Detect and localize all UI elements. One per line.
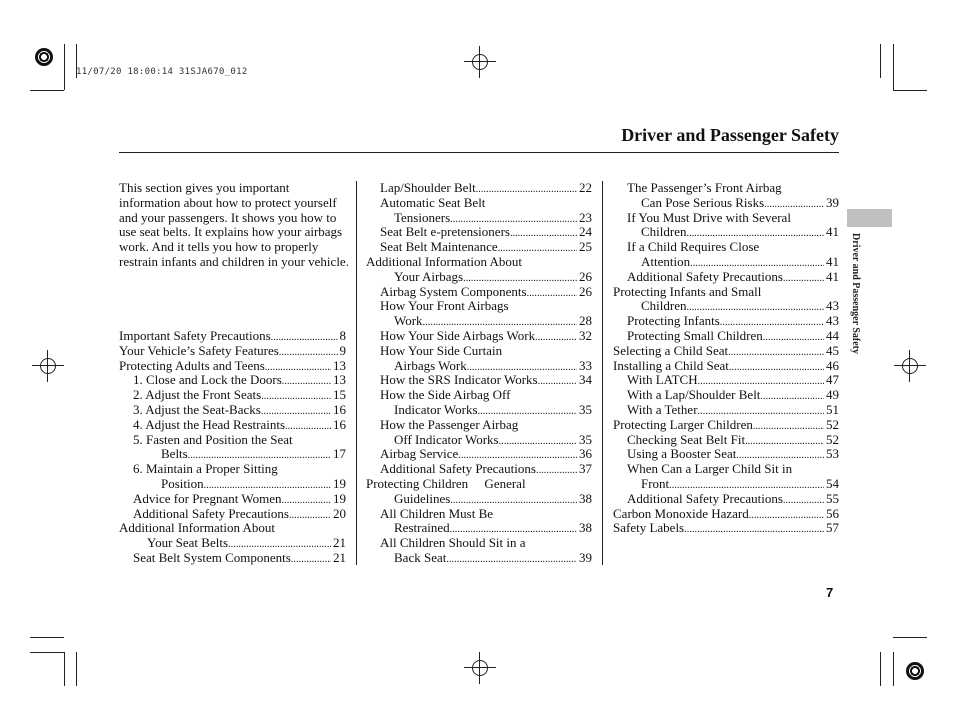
toc-entry[interactable] — [366, 418, 592, 433]
toc-entry-title: Protecting Small Children — [627, 327, 763, 343]
toc-entry[interactable] — [366, 521, 592, 536]
toc-entry-title: 3. Adjust the Seat-Backs — [133, 401, 261, 417]
toc-entry-page: 28 — [579, 313, 592, 329]
toc-entry-page: 24 — [579, 224, 592, 240]
toc-leader-dots — [446, 551, 577, 566]
toc-entry-page: 38 — [579, 520, 592, 536]
toc-leader-dots — [510, 225, 577, 240]
toc-entry[interactable] — [119, 507, 346, 522]
toc-entry[interactable] — [119, 403, 346, 418]
title-rule — [119, 152, 839, 153]
toc-entry-title: Important Safety Precautions — [119, 328, 271, 343]
crop-mark — [76, 652, 77, 686]
toc-entry[interactable] — [119, 521, 346, 536]
toc-entry-page: 39 — [579, 549, 592, 565]
registration-star-icon — [906, 662, 924, 680]
toc-entry-title: Additional Safety Precautions — [627, 268, 783, 284]
crop-mark — [30, 652, 64, 653]
toc-entry-title: How the SRS Indicator Works — [380, 372, 538, 388]
toc-entry-title: How the Side Airbag Off — [380, 387, 511, 403]
toc-entry-title: Advice for Pregnant Women — [133, 490, 282, 506]
toc-entry[interactable] — [613, 270, 839, 285]
toc-entry-page: 15 — [333, 387, 346, 403]
toc-entry[interactable] — [366, 373, 592, 388]
toc-entry[interactable] — [366, 196, 592, 211]
toc-entry-title: Additional Information About — [119, 520, 275, 536]
toc-entry-title: If You Must Drive with Several — [627, 209, 791, 225]
toc-entry[interactable] — [613, 433, 839, 448]
toc-leader-dots — [188, 447, 331, 462]
toc-entry-page: 51 — [826, 401, 839, 417]
toc-column-2 — [366, 181, 592, 566]
toc-leader-dots — [728, 344, 824, 359]
toc-entry-title: Restrained — [394, 520, 450, 536]
toc-entry-title: When Can a Larger Child Sit in — [627, 461, 793, 477]
toc-entry[interactable] — [613, 255, 839, 270]
toc-leader-dots — [729, 359, 824, 374]
registration-target-icon — [466, 654, 494, 682]
toc-leader-dots — [499, 433, 577, 448]
toc-entry[interactable] — [119, 418, 346, 433]
crop-mark — [893, 652, 894, 686]
page-title: Driver and Passenger Safety — [621, 125, 839, 145]
toc-entry[interactable] — [613, 211, 839, 226]
toc-leader-dots — [538, 373, 577, 388]
crop-mark — [30, 90, 64, 91]
toc-entry-title: Your Vehicle’s Safety Features — [119, 342, 279, 358]
toc-entry-title: Protecting Children General — [366, 475, 526, 491]
toc-entry[interactable] — [613, 344, 839, 359]
toc-entry[interactable] — [366, 433, 592, 448]
toc-entry[interactable] — [613, 447, 839, 462]
toc-leader-dots — [291, 551, 331, 566]
toc-entry[interactable] — [119, 492, 346, 507]
toc-entry-title: All Children Must Be — [380, 505, 494, 521]
toc-column-3 — [613, 181, 839, 536]
registration-target-icon — [896, 352, 924, 380]
toc-entry-title: Your Airbags — [394, 268, 464, 284]
toc-entry-page: 43 — [826, 313, 839, 329]
toc-leader-dots — [760, 388, 824, 403]
toc-entry-page: 8 — [339, 328, 346, 343]
toc-entry-title: Installing a Child Seat — [613, 357, 729, 373]
toc-entry[interactable] — [119, 447, 346, 462]
toc-leader-dots — [698, 403, 824, 418]
toc-entry-title: Off Indicator Works — [394, 431, 499, 447]
toc-entry[interactable] — [366, 344, 592, 359]
toc-entry-page: 35 — [579, 401, 592, 417]
toc-leader-dots — [535, 329, 577, 344]
toc-leader-dots — [463, 270, 577, 285]
toc-entry-title: Selecting a Child Seat — [613, 342, 729, 358]
toc-entry[interactable] — [366, 285, 592, 300]
toc-entry[interactable] — [366, 447, 592, 462]
toc-leader-dots — [450, 211, 577, 226]
toc-leader-dots — [289, 507, 331, 522]
toc-entry-title: Guidelines — [394, 490, 451, 506]
toc-entry[interactable] — [366, 551, 592, 566]
toc-entry[interactable] — [119, 551, 346, 566]
toc-leader-dots — [271, 329, 338, 344]
toc-entry-title: Safety Labels — [613, 520, 685, 536]
toc-entry[interactable] — [613, 314, 839, 329]
toc-entry-title: Lap/Shoulder Belt — [380, 180, 476, 195]
toc-entry-page: 49 — [826, 387, 839, 403]
toc-entry-title: Seat Belt Maintenance — [380, 239, 498, 255]
toc-leader-dots — [458, 447, 577, 462]
toc-entry-page: 26 — [579, 268, 592, 284]
toc-entry-title: Children — [641, 298, 687, 314]
toc-entry-title: Airbag System Components — [380, 283, 527, 299]
toc-entry-page: 37 — [579, 461, 592, 477]
toc-entry[interactable] — [119, 359, 346, 374]
toc-entry-title: How the Passenger Airbag — [380, 416, 519, 432]
toc-entry-page: 16 — [333, 416, 346, 432]
toc-entry-title: Children — [641, 224, 687, 240]
crop-mark — [64, 652, 65, 686]
toc-entry-page: 46 — [826, 357, 839, 373]
toc-leader-dots — [536, 462, 577, 477]
toc-entry-title: With a Tether — [627, 401, 698, 417]
toc-leader-dots — [764, 196, 824, 211]
toc-column-1 — [119, 329, 346, 566]
toc-entry-page: 21 — [333, 549, 346, 565]
toc-entry[interactable] — [366, 299, 592, 314]
toc-entry-title: Your Seat Belts — [147, 535, 229, 551]
toc-entry-page: 52 — [826, 416, 839, 432]
crop-mark — [30, 637, 64, 638]
toc-entry-title: Checking Seat Belt Fit — [627, 431, 746, 447]
toc-leader-dots — [282, 492, 331, 507]
toc-entry[interactable] — [613, 521, 839, 536]
toc-leader-dots — [450, 521, 577, 536]
toc-entry-page: 52 — [826, 431, 839, 447]
toc-entry-title: Airbags Work — [394, 357, 467, 373]
toc-entry[interactable] — [366, 225, 592, 240]
toc-leader-dots — [783, 492, 824, 507]
toc-entry-page: 53 — [826, 446, 839, 462]
toc-entry[interactable] — [613, 418, 839, 433]
toc-entry-page: 26 — [579, 283, 592, 299]
toc-entry-title: Work — [394, 313, 423, 329]
toc-leader-dots — [527, 285, 577, 300]
toc-entry[interactable] — [613, 462, 839, 477]
toc-entry-page: 38 — [579, 490, 592, 506]
toc-leader-dots — [228, 536, 331, 551]
toc-leader-dots — [279, 344, 338, 359]
crop-mark — [880, 44, 881, 78]
toc-leader-dots — [265, 359, 331, 374]
toc-entry[interactable] — [119, 373, 346, 388]
toc-entry-title: With a Lap/Shoulder Belt — [627, 387, 761, 403]
toc-entry[interactable] — [119, 477, 346, 492]
toc-entry-page: 41 — [826, 253, 839, 269]
toc-entry-title: 1. Close and Lock the Doors — [133, 372, 282, 388]
toc-entry[interactable] — [613, 507, 839, 522]
toc-entry-title: Additional Safety Precautions — [133, 505, 289, 521]
toc-entry-title: Additional Safety Precautions — [627, 490, 783, 506]
toc-entry[interactable] — [119, 344, 346, 359]
toc-leader-dots — [282, 373, 331, 388]
toc-entry-page: 16 — [333, 401, 346, 417]
registration-target-icon — [466, 48, 494, 76]
toc-entry-title: 5. Fasten and Position the Seat — [133, 431, 293, 447]
toc-entry-title: Attention — [641, 253, 691, 269]
toc-entry[interactable] — [366, 507, 592, 522]
toc-entry-page: 39 — [826, 194, 839, 210]
toc-entry-page: 35 — [579, 431, 592, 447]
toc-entry-page: 23 — [579, 209, 592, 225]
toc-leader-dots — [261, 388, 331, 403]
toc-entry-page: 56 — [826, 505, 839, 521]
toc-entry-page: 13 — [333, 357, 346, 373]
column-divider — [356, 181, 357, 565]
toc-entry-title: 4. Adjust the Head Restraints — [133, 416, 286, 432]
toc-entry-page: 20 — [333, 505, 346, 521]
toc-leader-dots — [736, 447, 824, 462]
toc-entry[interactable] — [366, 255, 592, 270]
toc-entry-page: 25 — [579, 239, 592, 255]
toc-entry-page: 41 — [826, 224, 839, 240]
toc-entry[interactable] — [613, 225, 839, 240]
toc-leader-dots — [745, 433, 824, 448]
toc-leader-dots — [698, 373, 824, 388]
toc-leader-dots — [749, 507, 824, 522]
toc-entry-title: Front — [641, 475, 670, 491]
section-tab — [847, 209, 892, 227]
crop-mark — [893, 637, 927, 638]
toc-entry-title: 2. Adjust the Front Seats — [133, 387, 262, 403]
toc-entry[interactable] — [366, 270, 592, 285]
toc-entry-title: Back Seat — [394, 549, 447, 565]
toc-entry-page: 19 — [333, 490, 346, 506]
toc-entry[interactable] — [119, 462, 346, 477]
toc-entry-title: How Your Side Airbags Work — [380, 327, 536, 343]
toc-entry-title: Tensioners — [394, 209, 451, 225]
toc-entry-page: 36 — [579, 446, 592, 462]
column-divider — [602, 181, 603, 565]
toc-entry-title: Protecting Larger Children — [613, 416, 753, 432]
toc-entry-title: Using a Booster Seat — [627, 446, 737, 462]
toc-entry-title: Seat Belt e-pretensioners — [380, 224, 510, 240]
toc-leader-dots — [687, 299, 825, 314]
toc-entry-title: How Your Side Curtain — [380, 342, 503, 358]
toc-entry[interactable] — [119, 536, 346, 551]
toc-entry-page: 13 — [333, 372, 346, 388]
toc-leader-dots — [204, 477, 331, 492]
toc-entry-title: 6. Maintain a Proper Sitting — [133, 461, 278, 477]
toc-entry-page: 55 — [826, 490, 839, 506]
toc-entry[interactable] — [119, 329, 346, 344]
toc-entry-title: Automatic Seat Belt — [380, 194, 486, 210]
page-number: 7 — [826, 585, 834, 600]
toc-entry[interactable] — [366, 329, 592, 344]
toc-entry-page: 47 — [826, 372, 839, 388]
toc-entry[interactable] — [119, 433, 346, 448]
toc-entry-title: Belts — [161, 446, 188, 462]
toc-entry-page: 9 — [339, 342, 346, 358]
toc-entry-title: Protecting Adults and Teens — [119, 357, 265, 373]
toc-entry[interactable] — [613, 240, 839, 255]
toc-entry-page: 33 — [579, 357, 592, 373]
section-tab-label: Driver and Passenger Safety — [850, 233, 861, 355]
print-stamp: 11/07/20 18:00:14 31SJA670_012 — [76, 67, 248, 77]
crop-mark — [880, 652, 881, 686]
toc-entry-page: 43 — [826, 298, 839, 314]
toc-entry-page: 21 — [333, 535, 346, 551]
toc-entry[interactable] — [366, 388, 592, 403]
toc-leader-dots — [669, 477, 824, 492]
toc-entry-title: Can Pose Serious Risks — [641, 194, 765, 210]
toc-entry[interactable] — [366, 492, 592, 507]
toc-entry[interactable] — [366, 403, 592, 418]
toc-entry[interactable] — [613, 329, 839, 344]
toc-entry[interactable] — [366, 536, 592, 551]
toc-entry-page: 57 — [826, 520, 839, 536]
toc-entry-title: Airbag Service — [380, 446, 459, 462]
toc-entry-page: 54 — [826, 475, 839, 491]
toc-entry-title: The Passenger’s Front Airbag — [627, 180, 782, 195]
toc-leader-dots — [684, 521, 824, 536]
toc-entry[interactable] — [366, 240, 592, 255]
registration-target-icon — [34, 352, 62, 380]
toc-entry[interactable] — [613, 299, 839, 314]
toc-entry[interactable] — [613, 359, 839, 374]
toc-entry-page: 44 — [826, 327, 839, 343]
toc-leader-dots — [783, 270, 824, 285]
toc-entry-title: Carbon Monoxide Hazard — [613, 505, 749, 521]
registration-star-icon — [35, 48, 53, 66]
toc-entry[interactable] — [366, 477, 592, 492]
toc-entry-page: 34 — [579, 372, 592, 388]
crop-mark — [893, 90, 927, 91]
toc-leader-dots — [261, 403, 331, 418]
toc-entry-title: Additional Safety Precautions — [380, 461, 536, 477]
toc-entry-title: Indicator Works — [394, 401, 478, 417]
crop-mark — [64, 44, 65, 90]
toc-leader-dots — [498, 240, 577, 255]
toc-entry-page: 17 — [333, 446, 346, 462]
toc-entry[interactable] — [366, 359, 592, 374]
toc-leader-dots — [476, 181, 577, 196]
toc-leader-dots — [720, 314, 824, 329]
toc-leader-dots — [450, 492, 577, 507]
toc-entry-title: Seat Belt System Components — [133, 549, 291, 565]
intro-paragraph: This section gives you important information about how to protect yourself and your passengers. It shows you how to use seat belts. It explains how your airbags work. And it tells you how to properly restrain infants and children in your vehicle. — [119, 180, 349, 269]
toc-entry[interactable] — [366, 314, 592, 329]
toc-entry-page: 32 — [579, 327, 592, 343]
toc-leader-dots — [478, 403, 577, 418]
toc-entry[interactable] — [366, 181, 592, 196]
toc-leader-dots — [753, 418, 824, 433]
toc-entry-title: All Children Should Sit in a — [380, 535, 526, 551]
toc-entry-title: Additional Information About — [366, 253, 522, 269]
toc-entry-title: With LATCH — [627, 372, 698, 388]
toc-entry-title: How Your Front Airbags — [380, 298, 509, 314]
toc-entry[interactable] — [613, 285, 839, 300]
toc-entry[interactable] — [613, 373, 839, 388]
toc-entry-page: 19 — [333, 475, 346, 491]
toc-entry[interactable] — [366, 462, 592, 477]
toc-entry-title: Position — [161, 475, 204, 491]
toc-entry[interactable] — [613, 492, 839, 507]
toc-entry-title: Protecting Infants and Small — [613, 283, 762, 299]
toc-entry-title: If a Child Requires Close — [627, 239, 760, 255]
toc-leader-dots — [687, 225, 825, 240]
toc-entry[interactable] — [366, 211, 592, 226]
toc-leader-dots — [690, 255, 824, 270]
toc-leader-dots — [467, 359, 577, 374]
toc-entry-page: 22 — [579, 180, 592, 195]
toc-leader-dots — [285, 418, 331, 433]
toc-leader-dots — [763, 329, 824, 344]
toc-entry[interactable] — [613, 196, 839, 211]
toc-entry[interactable] — [613, 181, 839, 196]
toc-entry[interactable] — [613, 403, 839, 418]
toc-entry-page: 41 — [826, 268, 839, 284]
crop-mark — [893, 44, 894, 90]
toc-entry-page: 45 — [826, 342, 839, 358]
toc-entry-title: Protecting Infants — [627, 313, 720, 329]
toc-entry[interactable] — [119, 388, 346, 403]
toc-entry[interactable] — [613, 388, 839, 403]
toc-entry[interactable] — [613, 477, 839, 492]
toc-leader-dots — [423, 314, 577, 329]
